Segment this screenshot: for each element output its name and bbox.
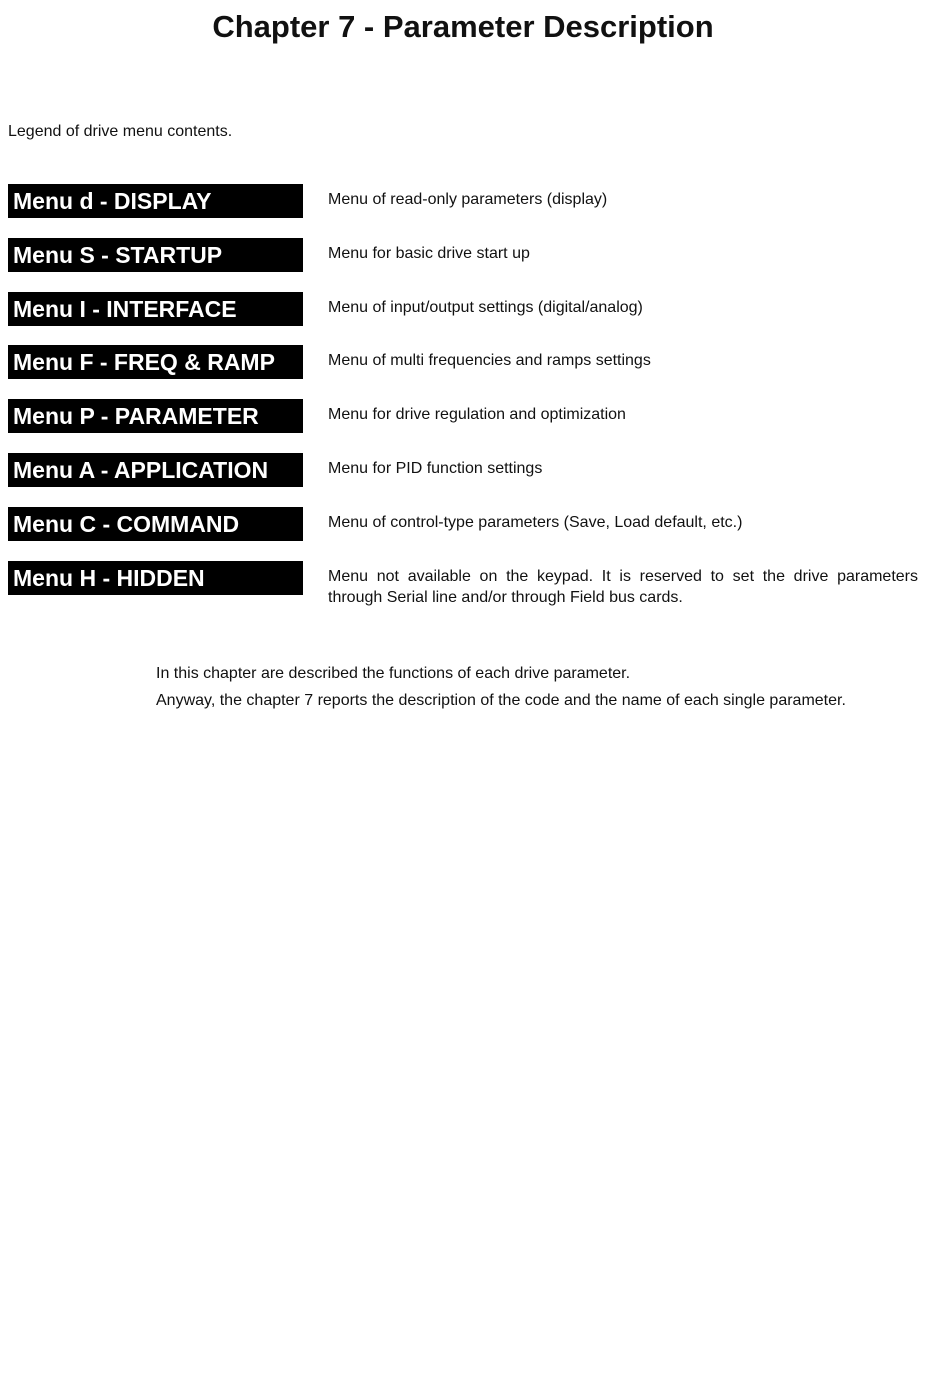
menu-row-interface xyxy=(8,292,920,346)
page-title: Chapter 7 - Parameter Description xyxy=(212,9,714,44)
menu-description-startup: Menu for basic drive start up xyxy=(328,244,530,262)
menu-row-display xyxy=(8,184,920,238)
menu-badge-freq-ramp: Menu F - FREQ & RAMP xyxy=(8,345,303,379)
menu-badge-command: Menu C - COMMAND xyxy=(8,507,303,541)
menu-description-display: Menu of read-only parameters (display) xyxy=(328,191,608,208)
menu-badge-startup: Menu S - STARTUP xyxy=(8,238,303,272)
menu-description-interface: Menu of input/output settings (digital/analog) xyxy=(328,298,643,316)
menu-description-application: Menu for PID function settings xyxy=(328,459,543,477)
menu-description-command: Menu of control-type parameters (Save, Load default, etc.) xyxy=(328,513,743,531)
menu-row-command xyxy=(8,507,920,561)
legend-intro: Legend of drive menu contents. xyxy=(8,123,233,140)
menu-legend-list xyxy=(8,184,920,614)
menu-row-hidden xyxy=(8,561,920,615)
menu-badge-hidden: Menu H - HIDDEN xyxy=(8,561,303,595)
chapter-note xyxy=(156,660,916,714)
menu-description-hidden: Menu not available on the keypad. It is reserved to set the drive parameters through Serial line and/or through Field bus cards. xyxy=(328,567,918,606)
menu-badge-interface: Menu I - INTERFACE xyxy=(8,292,303,326)
menu-row-freq-ramp xyxy=(8,345,920,399)
chapter-note-line-2: Anyway, the chapter 7 reports the description of the code and the name of each single parameter. xyxy=(156,692,846,709)
menu-description-parameter: Menu for drive regulation and optimization xyxy=(328,406,626,424)
menu-badge-parameter: Menu P - PARAMETER xyxy=(8,399,303,433)
menu-row-startup xyxy=(8,238,920,292)
menu-row-application xyxy=(8,453,920,507)
chapter-note-line-1: In this chapter are described the functions of each drive parameter. xyxy=(156,665,631,682)
menu-row-parameter xyxy=(8,399,920,453)
menu-description-freq-ramp: Menu of multi frequencies and ramps settings xyxy=(328,352,651,370)
menu-badge-application: Menu A - APPLICATION xyxy=(8,453,303,487)
menu-badge-display: Menu d - DISPLAY xyxy=(8,184,303,218)
